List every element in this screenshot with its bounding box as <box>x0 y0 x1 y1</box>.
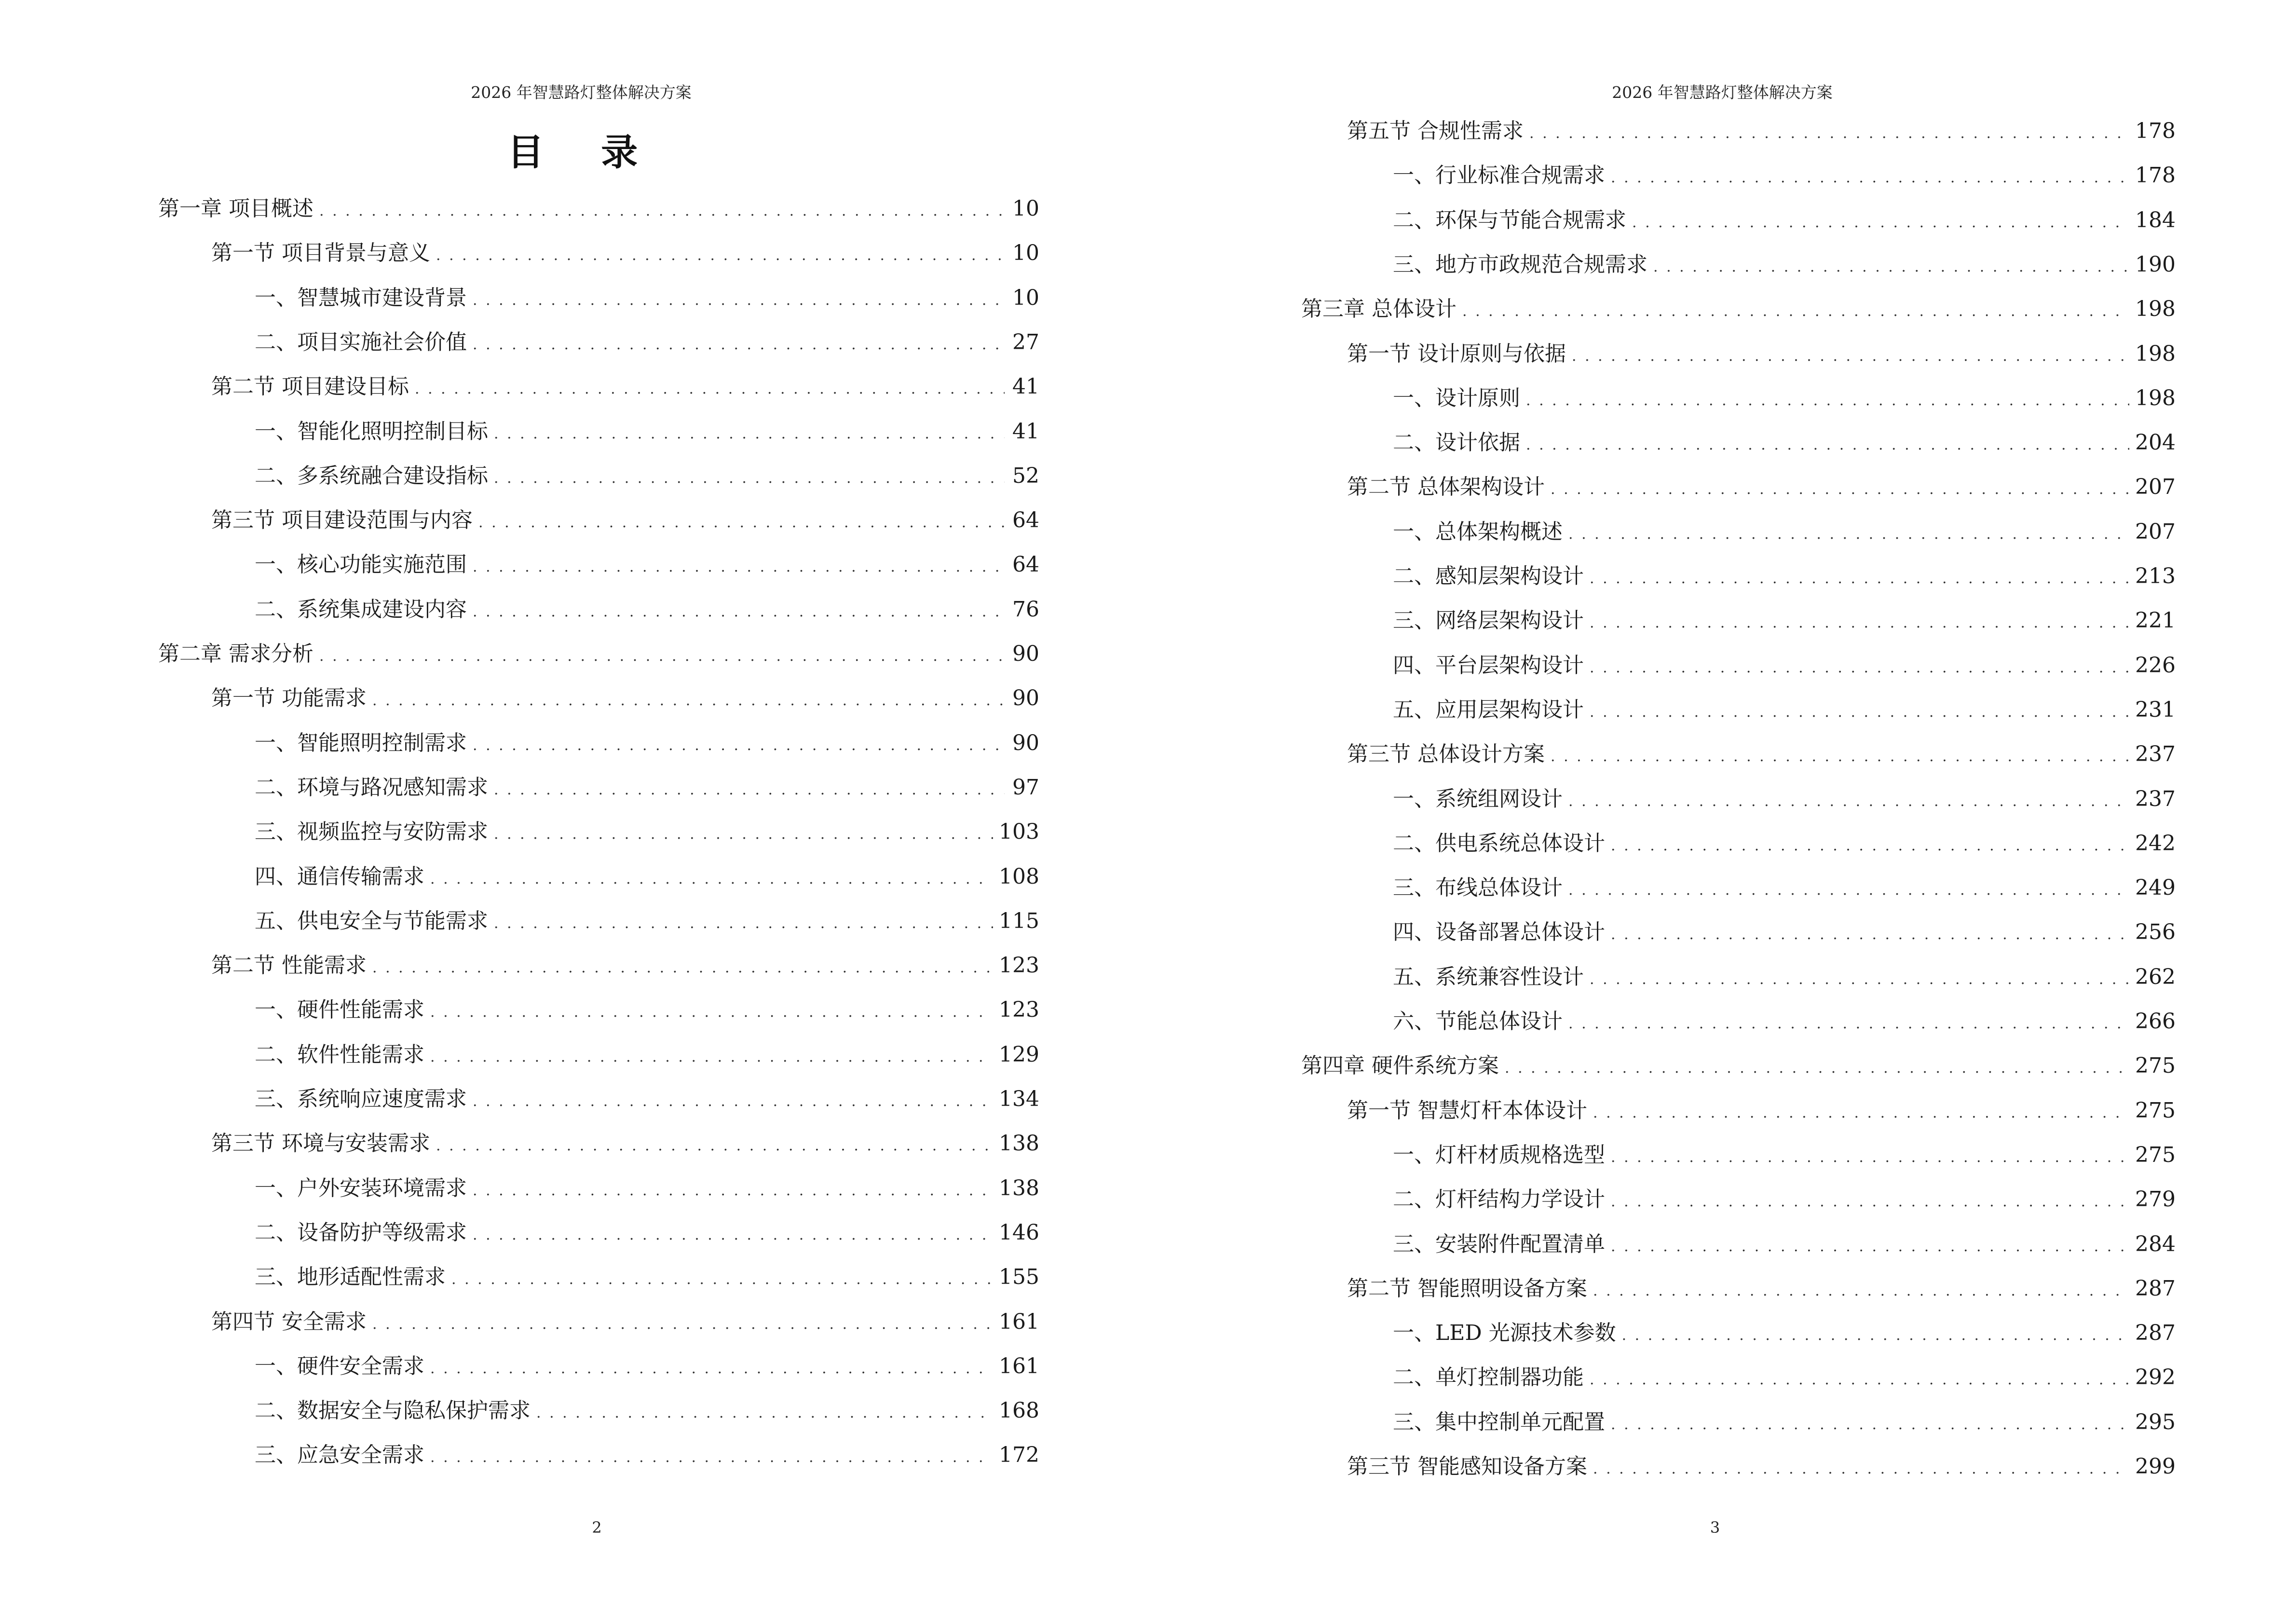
toc-entry-label: 一、智能照明控制需求 <box>255 730 467 755</box>
toc-entry-page: 123 <box>999 997 1039 1023</box>
toc-entry[interactable] <box>255 1085 1039 1114</box>
dot-leader <box>1568 785 2129 814</box>
toc-entry-label: 第二节 项目建设目标 <box>211 374 409 399</box>
toc-entry-label: 第一节 功能需求 <box>211 686 367 711</box>
toc-entry-page: 41 <box>1012 419 1039 444</box>
toc-entry-page: 198 <box>2135 385 2176 410</box>
toc-entry-label: 二、数据安全与隐私保护需求 <box>255 1398 531 1423</box>
toc-entry-label: 第四章 硬件系统方案 <box>1301 1053 1499 1078</box>
toc-entry-label: 一、硬件安全需求 <box>255 1353 424 1378</box>
dot-leader <box>1505 1051 2129 1080</box>
toc-entry[interactable] <box>1393 918 2176 947</box>
toc-entry-label: 一、行业标准合规需求 <box>1393 163 1605 188</box>
toc-entry-page: 231 <box>2135 697 2176 722</box>
dot-leader <box>1611 829 2129 858</box>
toc-entry-page: 284 <box>2135 1231 2176 1256</box>
toc-entry-page: 138 <box>999 1131 1039 1156</box>
toc-entry[interactable] <box>211 506 1039 535</box>
toc-entry-label: 二、单灯控制器功能 <box>1393 1365 1584 1390</box>
toc-entry-page: 134 <box>999 1087 1039 1111</box>
toc-entry[interactable] <box>211 1308 1039 1337</box>
dot-leader <box>473 284 1005 313</box>
dot-leader <box>473 1218 993 1247</box>
toc-entry-label: 二、设计依据 <box>1393 430 1520 455</box>
toc-entry[interactable] <box>1393 1319 2176 1348</box>
toc-entry-label: 三、视频监控与安防需求 <box>255 819 488 845</box>
toc-entry[interactable] <box>211 951 1039 980</box>
toc-title: 目 录 <box>507 131 660 174</box>
toc-entry-label: 一、硬件性能需求 <box>255 997 424 1023</box>
dot-leader <box>1529 117 2129 146</box>
toc-entry-page: 226 <box>2135 653 2176 678</box>
toc-entry[interactable] <box>1347 473 2176 502</box>
toc-entry-page: 90 <box>1012 730 1039 755</box>
toc-entry-page: 178 <box>2135 163 2176 188</box>
toc-entry-page: 237 <box>2135 742 2176 767</box>
toc-entry-label: 第三节 总体设计方案 <box>1347 742 1545 767</box>
toc-entry[interactable] <box>1347 1096 2176 1125</box>
dot-leader <box>473 550 1005 579</box>
toc-entry[interactable] <box>1393 1185 2176 1214</box>
dot-leader <box>494 818 993 846</box>
dot-leader <box>436 1129 993 1158</box>
toc-entry-label: 二、灯杆结构力学设计 <box>1393 1187 1605 1212</box>
toc-entry[interactable] <box>255 996 1039 1024</box>
dot-leader <box>1622 1319 2129 1348</box>
dot-leader <box>1590 696 2129 724</box>
toc-entry-page: 262 <box>2135 964 2176 989</box>
running-header: 2026 年智慧路灯整体解决方案 <box>471 83 692 102</box>
toc-entry-page: 207 <box>2135 475 2176 500</box>
toc-entry-page: 168 <box>999 1398 1039 1423</box>
toc-entry-page: 242 <box>2135 831 2176 856</box>
dot-leader <box>319 194 1005 223</box>
toc-entry[interactable] <box>1347 340 2176 368</box>
toc-entry-label: 第五节 合规性需求 <box>1347 119 1524 143</box>
toc-entry-page: 10 <box>1012 241 1039 266</box>
toc-entry[interactable] <box>211 239 1039 268</box>
toc-entry-page: 108 <box>999 864 1039 889</box>
toc-entry-label: 第一节 项目背景与意义 <box>211 241 430 266</box>
toc-entry[interactable] <box>255 907 1039 936</box>
toc-entry-page: 52 <box>1012 463 1039 488</box>
toc-entry-page: 256 <box>2135 920 2176 945</box>
dot-leader <box>1611 1230 2129 1259</box>
toc-entry-label: 第一节 设计原则与依据 <box>1347 341 1566 366</box>
toc-entry-label: 第二节 智能照明设备方案 <box>1347 1276 1587 1301</box>
toc-entry-page: 64 <box>1012 552 1039 577</box>
toc-entry-label: 第一章 项目概述 <box>158 196 313 221</box>
toc-entry-label: 一、LED 光源技术参数 <box>1393 1321 1616 1346</box>
toc-entry-label: 一、智慧城市建设背景 <box>255 285 467 310</box>
toc-entry[interactable] <box>1393 829 2176 858</box>
dot-leader <box>1611 1185 2129 1214</box>
toc-entry[interactable] <box>1393 785 2176 814</box>
toc-entry-label: 三、安装附件配置清单 <box>1393 1231 1605 1256</box>
dot-leader <box>478 506 1005 535</box>
toc-entry-page: 275 <box>2135 1098 2176 1123</box>
dot-leader <box>1611 1141 2129 1170</box>
toc-entry-label: 二、多系统融合建设指标 <box>255 463 488 488</box>
toc-entry-label: 四、平台层架构设计 <box>1393 653 1584 678</box>
toc-entry[interactable] <box>158 640 1039 669</box>
toc-entry-label: 第三节 环境与安装需求 <box>211 1131 430 1156</box>
toc-entry-page: 97 <box>1012 775 1039 800</box>
dot-leader <box>1568 873 2129 902</box>
toc-entry-page: 198 <box>2135 341 2176 366</box>
toc-entry-page: 287 <box>2135 1321 2176 1346</box>
toc-entry[interactable] <box>255 1263 1039 1292</box>
dot-leader <box>1551 740 2129 769</box>
dot-leader <box>430 862 993 891</box>
toc-entry-label: 四、设备部署总体设计 <box>1393 920 1605 945</box>
toc-entry-page: 76 <box>1012 597 1039 622</box>
dot-leader <box>1653 250 2129 279</box>
toc-entry[interactable] <box>1393 1408 2176 1437</box>
toc-entry-label: 三、网络层架构设计 <box>1393 608 1584 633</box>
toc-entry-label: 二、环境与路况感知需求 <box>255 775 488 800</box>
page-number: 2 <box>592 1518 602 1537</box>
toc-entry-label: 第三节 项目建设范围与内容 <box>211 508 473 533</box>
toc-entry-page: 10 <box>1012 285 1039 310</box>
dot-leader <box>494 462 1005 491</box>
dot-leader <box>1632 206 2129 235</box>
toc-entry[interactable] <box>255 862 1039 891</box>
dot-leader <box>430 1441 993 1470</box>
toc-entry-label: 三、应急安全需求 <box>255 1443 424 1468</box>
dot-leader <box>1568 518 2129 546</box>
dot-leader <box>372 684 1005 713</box>
dot-leader <box>1551 473 2129 502</box>
toc-entry-page: 90 <box>1012 641 1039 666</box>
toc-entry-label: 第三节 智能感知设备方案 <box>1347 1454 1587 1479</box>
dot-leader <box>1590 963 2129 992</box>
toc-entry-page: 207 <box>2135 519 2176 544</box>
toc-entry[interactable] <box>1393 518 2176 546</box>
toc-entry[interactable] <box>1393 562 2176 591</box>
toc-entry-label: 三、集中控制单元配置 <box>1393 1409 1605 1434</box>
dot-leader <box>473 1174 993 1203</box>
toc-entry[interactable] <box>255 1040 1039 1069</box>
toc-entry-label: 二、系统集成建设内容 <box>255 597 467 622</box>
dot-leader <box>430 1352 993 1381</box>
toc-entry-page: 275 <box>2135 1053 2176 1078</box>
toc-entry-page: 198 <box>2135 297 2176 322</box>
dot-leader <box>1593 1096 2129 1125</box>
toc-entry-page: 287 <box>2135 1276 2176 1301</box>
toc-entry[interactable] <box>1393 963 2176 992</box>
dot-leader <box>1593 1452 2129 1481</box>
dot-leader <box>1526 384 2129 413</box>
toc-entry-label: 三、布线总体设计 <box>1393 875 1563 901</box>
toc-entry[interactable] <box>1393 1007 2176 1036</box>
toc-entry-page: 249 <box>2135 875 2176 901</box>
toc-entry-page: 129 <box>999 1042 1039 1067</box>
toc-entry-page: 27 <box>1012 329 1039 355</box>
toc-entry-label: 三、地方市政规范合规需求 <box>1393 252 1647 277</box>
toc-entry[interactable] <box>255 550 1039 579</box>
toc-entry-label: 第二章 需求分析 <box>158 641 313 666</box>
toc-entry-label: 二、软件性能需求 <box>255 1042 424 1067</box>
toc-entry[interactable] <box>255 773 1039 802</box>
toc-entry-label: 二、供电系统总体设计 <box>1393 831 1605 856</box>
toc-entry[interactable] <box>1301 295 2176 324</box>
toc-entry-page: 279 <box>2135 1187 2176 1212</box>
toc-entry-label: 一、灯杆材质规格选型 <box>1393 1142 1605 1167</box>
toc-entry[interactable] <box>211 372 1039 401</box>
toc-entry-label: 一、总体架构概述 <box>1393 519 1563 544</box>
toc-entry[interactable] <box>1393 606 2176 635</box>
dot-leader <box>1568 1007 2129 1036</box>
dot-leader <box>372 1308 993 1337</box>
toc-entry[interactable] <box>1347 1274 2176 1303</box>
toc-entry[interactable] <box>1301 1051 2176 1080</box>
dot-leader <box>372 951 993 980</box>
toc-entry-page: 90 <box>1012 686 1039 711</box>
toc-entry[interactable] <box>1393 1141 2176 1170</box>
toc-entry[interactable] <box>255 729 1039 758</box>
dot-leader <box>494 417 1005 446</box>
toc-entry-label: 四、通信传输需求 <box>255 864 424 889</box>
toc-entry-page: 292 <box>2135 1365 2176 1390</box>
toc-entry-page: 64 <box>1012 508 1039 533</box>
toc-entry-page: 190 <box>2135 252 2176 277</box>
dot-leader <box>1590 1363 2129 1392</box>
dot-leader <box>1462 295 2129 324</box>
toc-entry-page: 299 <box>2135 1454 2176 1479</box>
toc-entry[interactable] <box>1347 740 2176 769</box>
dot-leader <box>415 372 1005 401</box>
toc-entry[interactable] <box>1347 1452 2176 1481</box>
dot-leader <box>494 773 1005 802</box>
toc-entry[interactable] <box>255 1174 1039 1203</box>
dot-leader <box>494 907 993 936</box>
dot-leader <box>451 1263 993 1292</box>
toc-entry-label: 第三章 总体设计 <box>1301 297 1457 322</box>
toc-entry-label: 五、供电安全与节能需求 <box>255 908 488 933</box>
toc-entry[interactable] <box>255 462 1039 491</box>
dot-leader <box>1593 1274 2129 1303</box>
toc-entry[interactable] <box>1393 161 2176 190</box>
toc-entry-label: 二、项目实施社会价值 <box>255 329 467 355</box>
toc-entry-label: 二、感知层架构设计 <box>1393 564 1584 588</box>
toc-entry-label: 六、节能总体设计 <box>1393 1009 1563 1034</box>
toc-entry-page: 172 <box>999 1443 1039 1468</box>
toc-entry-label: 第二节 总体架构设计 <box>1347 475 1545 500</box>
toc-entry-label: 一、核心功能实施范围 <box>255 552 467 577</box>
toc-entry-page: 161 <box>999 1309 1039 1334</box>
page-number: 3 <box>1710 1518 1720 1537</box>
toc-entry-page: 295 <box>2135 1409 2176 1434</box>
dot-leader <box>319 640 1005 669</box>
dot-leader <box>430 1040 993 1069</box>
toc-entry[interactable] <box>1393 206 2176 235</box>
toc-entry-page: 184 <box>2135 207 2176 232</box>
running-header: 2026 年智慧路灯整体解决方案 <box>1612 83 1833 102</box>
toc-entry[interactable] <box>255 1441 1039 1470</box>
toc-entry[interactable] <box>255 1218 1039 1247</box>
dot-leader <box>1590 651 2129 680</box>
toc-entry-label: 三、系统响应速度需求 <box>255 1087 467 1111</box>
toc-entry[interactable] <box>255 1352 1039 1381</box>
toc-entry-page: 237 <box>2135 786 2176 811</box>
toc-entry-page: 213 <box>2135 564 2176 588</box>
toc-entry-page: 204 <box>2135 430 2176 455</box>
dot-leader <box>1611 161 2129 190</box>
dot-leader <box>1526 428 2129 457</box>
dot-leader <box>473 328 1005 357</box>
toc-entry[interactable] <box>255 328 1039 357</box>
toc-entry-label: 一、户外安装环境需求 <box>255 1175 467 1201</box>
toc-entry-label: 第一节 智慧灯杆本体设计 <box>1347 1098 1587 1123</box>
toc-page-right <box>1144 0 2287 1624</box>
toc-entry[interactable] <box>1393 1230 2176 1259</box>
toc-entry-page: 266 <box>2135 1009 2176 1034</box>
toc-entry-label: 第二节 性能需求 <box>211 953 367 978</box>
toc-entry[interactable] <box>255 595 1039 624</box>
toc-entry-page: 146 <box>999 1220 1039 1245</box>
dot-leader <box>1572 340 2129 368</box>
toc-entry-label: 三、地形适配性需求 <box>255 1265 446 1290</box>
toc-entry[interactable] <box>255 417 1039 446</box>
toc-entry[interactable] <box>255 818 1039 846</box>
dot-leader <box>1590 606 2129 635</box>
toc-entry-label: 一、系统组网设计 <box>1393 786 1563 811</box>
toc-entry-page: 10 <box>1012 196 1039 221</box>
toc-entry-page: 275 <box>2135 1142 2176 1167</box>
toc-entry-page: 123 <box>999 953 1039 978</box>
dot-leader <box>473 595 1005 624</box>
dot-leader <box>473 729 1005 758</box>
toc-entry-page: 161 <box>999 1353 1039 1378</box>
toc-entry-label: 五、应用层架构设计 <box>1393 697 1584 722</box>
toc-entry[interactable] <box>1393 873 2176 902</box>
dot-leader <box>436 239 1005 268</box>
toc-entry-label: 二、环保与节能合规需求 <box>1393 207 1626 232</box>
toc-entry-label: 二、设备防护等级需求 <box>255 1220 467 1245</box>
toc-entry-page: 155 <box>999 1265 1039 1290</box>
toc-entry[interactable] <box>255 1396 1039 1425</box>
dot-leader <box>1611 918 2129 947</box>
toc-entry[interactable] <box>1393 696 2176 724</box>
dot-leader <box>1590 562 2129 591</box>
toc-entry[interactable] <box>211 684 1039 713</box>
toc-entry[interactable] <box>1393 428 2176 457</box>
toc-entry-page: 138 <box>999 1175 1039 1201</box>
toc-entry[interactable] <box>1393 250 2176 279</box>
toc-entry-label: 第四节 安全需求 <box>211 1309 367 1334</box>
toc-entry[interactable] <box>1347 117 2176 146</box>
toc-entry-page: 115 <box>999 908 1039 933</box>
toc-entry-page: 221 <box>2135 608 2176 633</box>
dot-leader <box>536 1396 993 1425</box>
dot-leader <box>430 996 993 1024</box>
toc-entry-label: 一、设计原则 <box>1393 385 1520 410</box>
dot-leader <box>473 1085 993 1114</box>
dot-leader <box>1611 1408 2129 1437</box>
toc-entry-page: 41 <box>1012 374 1039 399</box>
toc-entry[interactable] <box>211 1129 1039 1158</box>
toc-entry[interactable] <box>1393 1363 2176 1392</box>
toc-entry-page: 103 <box>999 819 1039 845</box>
toc-entry-label: 五、系统兼容性设计 <box>1393 964 1584 989</box>
toc-entry-page: 178 <box>2135 119 2176 143</box>
toc-entry[interactable] <box>255 284 1039 313</box>
toc-entry[interactable] <box>1393 651 2176 680</box>
toc-entry[interactable] <box>158 194 1039 223</box>
toc-entry[interactable] <box>1393 384 2176 413</box>
toc-entry-label: 一、智能化照明控制目标 <box>255 419 488 444</box>
